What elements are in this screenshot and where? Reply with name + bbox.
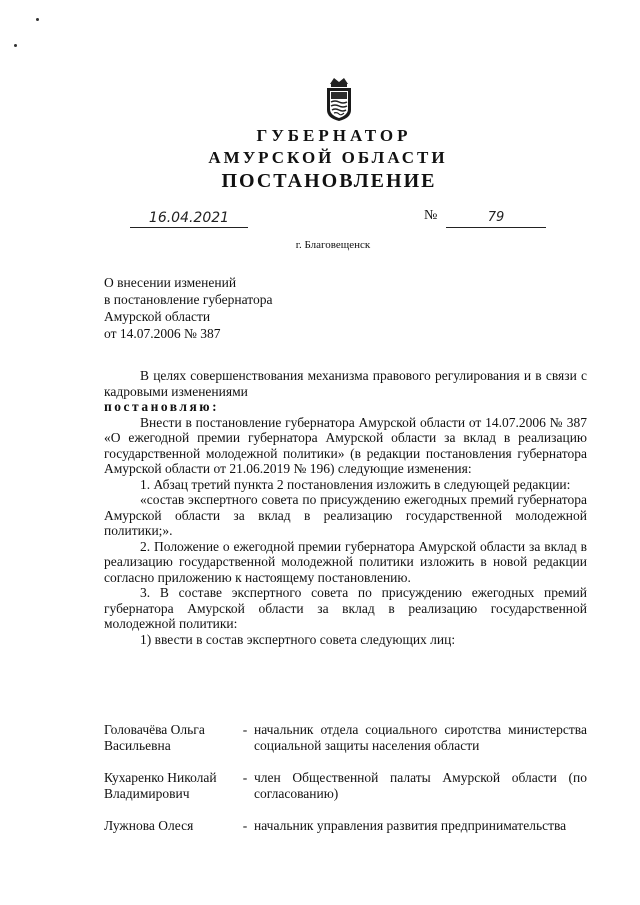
- coat-of-arms-emblem: [325, 76, 353, 122]
- person-dash: -: [242, 818, 248, 833]
- person-dash: -: [242, 722, 248, 737]
- subject-line: О внесении изменений: [104, 275, 237, 290]
- resolve-word: постановляю:: [104, 399, 220, 414]
- person-name: Кухаренко Николай Владимирович: [104, 770, 217, 801]
- document-number: 79: [446, 210, 546, 228]
- paragraph-5: 3. В составе экспертного совета по присуждению ежегодных премий губернатора Амурской области за вклад в реализацию государственной молодежной политики:: [104, 585, 587, 631]
- subject-line: Амурской области: [104, 309, 211, 324]
- scan-speck: [36, 18, 39, 21]
- issuer-region: АМУРСКОЙ ОБЛАСТИ: [208, 148, 448, 167]
- issue-city: г. Благовещенск: [295, 239, 371, 251]
- person-role: член Общественной палаты Амурской области (по согласованию): [254, 770, 587, 801]
- document-body: [104, 368, 587, 647]
- person-name: Лужнова Олеся: [104, 818, 194, 833]
- issuer-title: ГУБЕРНАТОР: [256, 126, 412, 145]
- person-role: начальник управления развития предпринимательства: [254, 818, 567, 833]
- document-subject: [104, 274, 272, 342]
- person-role: начальник отдела социального сиротства министерства социальной защиты населения области: [254, 722, 587, 753]
- paragraph-4: 2. Положение о ежегодной премии губернатора Амурской области за вклад в реализацию государственной молодежной политики изложить в новой редакции согласно приложению к настоящему постановлению.: [104, 538, 587, 585]
- scan-speck: [14, 44, 17, 47]
- number-sign: №: [424, 208, 438, 223]
- persons-list: [104, 722, 587, 852]
- paragraph-1: Внести в постановление губернатора Амурской области от 14.07.2006 № 387 «О ежегодной премии губернатора Амурской области за вклад в реализацию государственной молодежной политики» (в редакции постановления губернатора Амурской области от 21.06.2019 № 196) следующие изменения:: [104, 414, 587, 476]
- paragraph-2: 1. Абзац третий пункта 2 постановления изложить в следующей редакции:: [140, 476, 571, 492]
- person-dash: -: [242, 770, 248, 785]
- paragraph-6: 1) ввести в состав экспертного совета следующих лиц:: [140, 631, 456, 647]
- subject-line: в постановление губернатора: [104, 292, 273, 307]
- paragraph-3: «состав экспертного совета по присуждению ежегодных премий губернатора Амурской области за вклад в реализацию государственной молодежной политики;».: [104, 492, 587, 538]
- person-name: Головачёва Ольга Васильевна: [104, 722, 205, 753]
- document-type: ПОСТАНОВЛЕНИЕ: [221, 170, 437, 192]
- subject-line: от 14.07.2006 № 387: [104, 326, 221, 341]
- document-date: 16.04.2021: [130, 210, 248, 228]
- intro-paragraph: В целях совершенствования механизма правового регулирования и в связи с кадровыми изменениями: [104, 368, 587, 399]
